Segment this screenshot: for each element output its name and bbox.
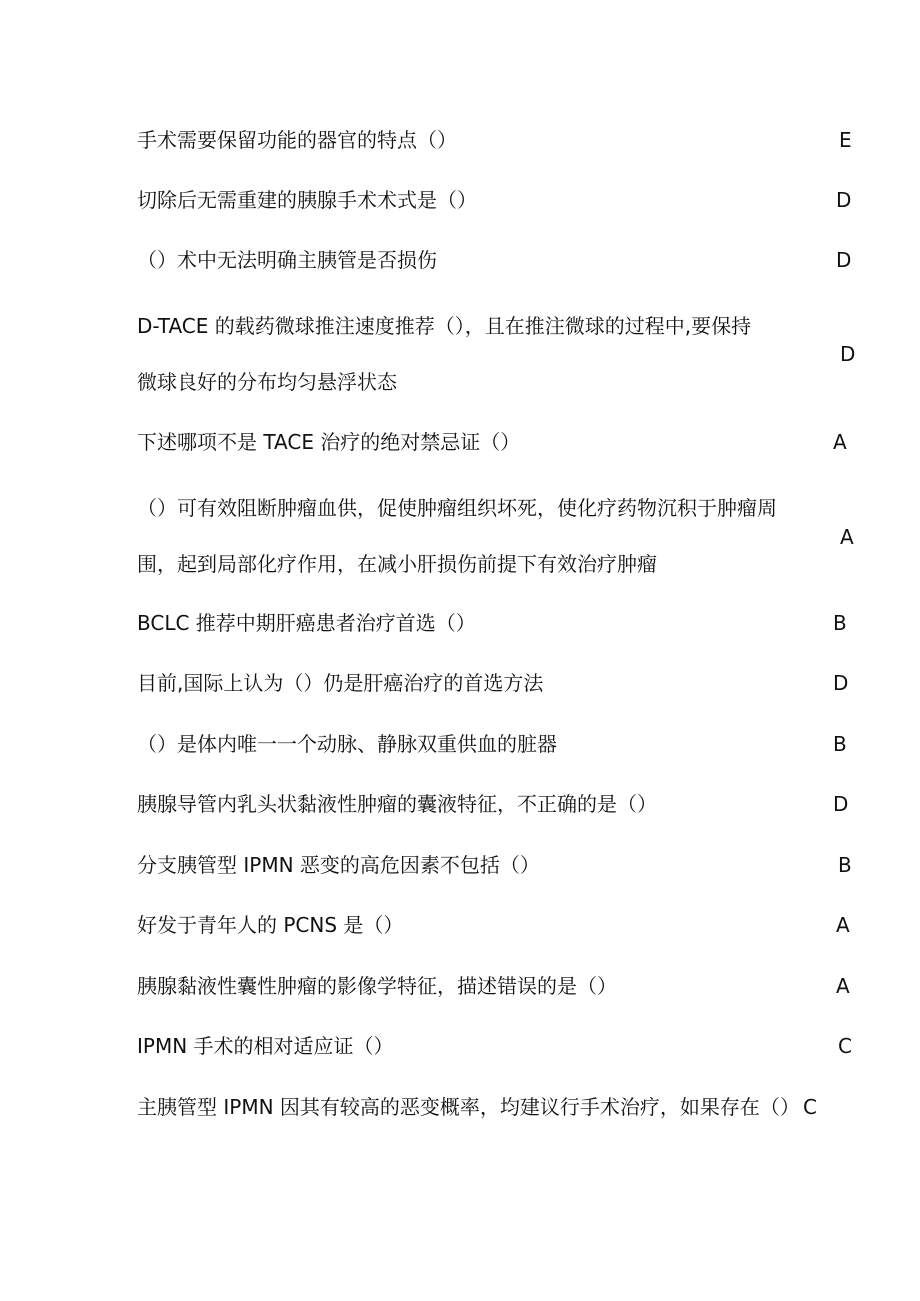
question-text-line: （）可有效阻断肿瘤血供，促使肿瘤组织坏死，使化疗药物沉积于肿瘤周 — [137, 496, 777, 520]
answer-label: E — [839, 128, 852, 152]
question-text: 胰腺黏液性囊性肿瘤的影像学特征，描述错误的是（） — [137, 974, 617, 998]
answer-label: C — [838, 1034, 852, 1058]
question-text: 好发于青年人的 PCNS 是（） — [137, 913, 404, 937]
answer-label: D — [836, 188, 852, 212]
question-text: 胰腺导管内乳头状黏液性肿瘤的囊液特征，不正确的是（） — [137, 792, 657, 816]
question-text: （）术中无法明确主胰管是否损伤 — [137, 248, 437, 272]
question-text: 下述哪项不是 TACE 治疗的绝对禁忌证（） — [137, 430, 521, 454]
answer-label: D — [840, 342, 856, 366]
question-text: 目前,国际上认为（）仍是肝癌治疗的首选方法 — [137, 671, 544, 695]
question-text: 主胰管型 IPMN 因其有较高的恶变概率，均建议行手术治疗，如果存在（） — [137, 1095, 800, 1119]
answer-label: A — [833, 430, 847, 454]
question-text-line: D-TACE 的载药微球推注速度推荐（），且在推注微球的过程中,要保持 — [137, 314, 752, 338]
question-text-line: 微球良好的分布均匀悬浮状态 — [137, 370, 397, 394]
answer-label: D — [833, 792, 849, 816]
question-text: BCLC 推荐中期肝癌患者治疗首选（） — [137, 611, 476, 635]
question-text: 手术需要保留功能的器官的特点（） — [137, 128, 457, 152]
question-text: （）是体内唯一一个动脉、静脉双重供血的脏器 — [137, 732, 557, 756]
answer-label: D — [836, 248, 852, 272]
question-text: 切除后无需重建的胰腺手术术式是（） — [137, 188, 477, 212]
answer-label: C — [803, 1095, 817, 1119]
answer-label: A — [840, 525, 854, 549]
answer-label: D — [833, 671, 849, 695]
question-text-line: 围，起到局部化疗作用，在减小肝损伤前提下有效治疗肿瘤 — [137, 552, 657, 576]
question-text: IPMN 手术的相对适应证（） — [137, 1034, 394, 1058]
answer-label: B — [833, 611, 847, 635]
question-text: 分支胰管型 IPMN 恶变的高危因素不包括（） — [137, 853, 540, 877]
answer-label: B — [838, 853, 852, 877]
answer-label: A — [836, 974, 850, 998]
answer-label: A — [836, 913, 850, 937]
answer-label: B — [833, 732, 847, 756]
